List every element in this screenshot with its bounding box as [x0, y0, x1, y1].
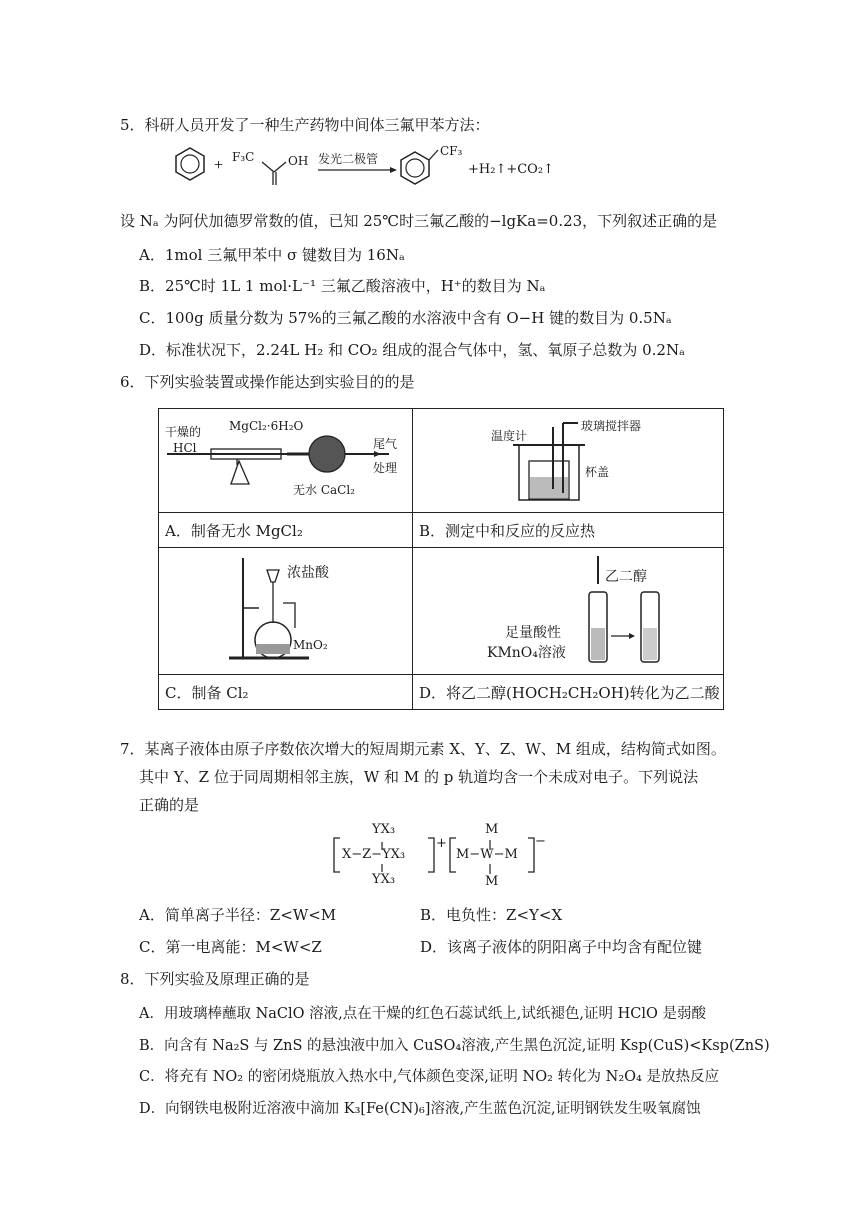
- q7-anion-mid: M−W−M: [456, 847, 518, 862]
- q8-stem: 8．下列实验及原理正确的是: [120, 970, 310, 988]
- q7-cation-bottom: YX₃: [372, 872, 396, 887]
- q7-option-b: B．电负性：Z<Y<X: [420, 906, 563, 924]
- q7-cation-top: YX₃: [372, 822, 396, 837]
- q6-a-label-cacl2: 无水 CaCl₂: [293, 483, 355, 497]
- q5-option-a: A．1mol 三氟甲苯中 σ 键数目为 16Nₐ: [139, 246, 405, 264]
- q7-option-a: A．简单离子半径：Z<W<M: [139, 906, 337, 924]
- svg-text:+: +: [214, 157, 224, 174]
- q6-d-label-kmno4-1: 足量酸性: [505, 625, 561, 641]
- q6-b-caption: B．测定中和反应的反应热: [413, 513, 724, 548]
- q6-c-caption: C．制备 Cl₂: [159, 675, 413, 710]
- q6-a-figure: [159, 409, 412, 512]
- q6-a-label-hcl: HCl: [173, 441, 197, 455]
- q6-c-label-mno2: MnO₂: [293, 638, 328, 652]
- q5-reagent-oh: OH: [288, 154, 309, 168]
- q5-option-d: D．标准状况下，2.24L H₂ 和 CO₂ 组成的混合气体中，氢、氧原子总数为 0.2Nₐ: [139, 341, 685, 359]
- exam-page: 5．科研人员开发了一种生产药物中间体三氟甲苯方法： + F₃C OH 发光二极管 CF₃ +H₂↑+CO₂↑ 设 Nₐ 为阿伏加德罗常数的值，已知 25℃时三氟乙酸的−lgKa=0.23，下列叙述正确的是 A．1mol 三氟甲苯中 σ 键数目为 16Nₐ B．25℃时 1L 1 mol·L⁻¹ 三氟乙酸溶液中，H⁺的数目为 Nₐ C．100g 质量分数为 57%的三氟乙酸的水溶液中含有 O−H 键的数目为 0.5Nₐ D．标准状况下，2.24L H₂ 和 CO₂ 组成的混合气体中，氢、氧原子总数为 0.2Nₐ 6．下列实验装置或操作能达到实验目的的是 干燥的 HCl MgCl₂·6H₂O 尾气 处理 无水 CaCl₂ 温度计 玻璃搅拌器 杯盖 A．制备无水 MgCl₂ B．测定中和反应的反应热 浓盐酸 MnO₂ 乙二醇 足量酸性 KMnO₄溶液 C．制备 Cl₂ D．将乙二醇(HOCH₂CH₂OH)转化为乙二酸 7．某离子液体由原子序数依次增大的短周期元素 X、Y、Z、W、M 组成，结构简式如图。 其中 Y、Z 位于同周期相邻主族，W 和 M 的 p 轨道均含一个未成对电子。下列说法 正确的是 YX₃ X−Z−YX₃ YX₃ + M M−W−M M − A．简单离子半径：Z<W<M B．电负性：Z<Y<X C．第一电离能：M<W<Z D．该离子液体的阴阳离子中均含有配位键 8．下列实验及原理正确的是 A．用玻璃棒蘸取 NaClO 溶液,点在干燥的红色石蕊试纸上,试纸褪色,证明 HClO 是弱酸 B．向含有 Na₂S 与 ZnS 的悬浊液中加入 CuSO₄溶液,产生黑色沉淀,证明 Ksp(CuS)<Ksp(ZnS) C．将充有 NO₂ 的密闭烧瓶放入热水中,气体颜色变深,证明 NO₂ 转化为 N₂O₄ 是放热反应 D．向钢铁电极附近溶液中滴加 K₃[Fe(CN)₆]溶液,产生蓝色沉淀,证明钢铁发生吸氧腐蚀: [120, 116, 770, 1117]
- q5-stem: 5．科研人员开发了一种生产药物中间体三氟甲苯方法：: [120, 116, 490, 134]
- q7-anion-top: M: [485, 822, 499, 837]
- q6-d-caption: D．将乙二醇(HOCH₂CH₂OH)转化为乙二酸: [413, 675, 724, 710]
- q5-product-cf3: CF₃: [440, 144, 463, 158]
- q6-a-caption: A．制备无水 MgCl₂: [159, 513, 413, 548]
- q6-b-label-lid: 杯盖: [585, 465, 610, 479]
- q7-stem-line3: 正确的是: [139, 796, 200, 814]
- q6-d-label-kmno4-2: KMnO₄溶液: [487, 645, 566, 661]
- q6-stem: 6．下列实验装置或操作能达到实验目的的是: [120, 373, 415, 391]
- q5-reagent-f3c: F₃C: [232, 150, 255, 164]
- q7-stem-line2: 其中 Y、Z 位于同周期相邻主族，W 和 M 的 p 轨道均含一个未成对电子。下列说法: [139, 768, 699, 786]
- q8-option-d: D．向钢铁电极附近溶液中滴加 K₃[Fe(CN)₆]溶液,产生蓝色沉淀,证明钢铁发生吸氧腐蚀: [139, 1101, 701, 1117]
- q5-given: 设 Nₐ 为阿伏加德罗常数的值，已知 25℃时三氟乙酸的−lgKa=0.23，下列叙述正确的是: [120, 212, 718, 230]
- q6-c-label-acid: 浓盐酸: [287, 565, 329, 581]
- q5-option-b: B．25℃时 1L 1 mol·L⁻¹ 三氟乙酸溶液中，H⁺的数目为 Nₐ: [139, 277, 546, 295]
- q6-d-label-glycol: 乙二醇: [605, 569, 647, 585]
- q6-b-label-thermo: 温度计: [491, 429, 528, 443]
- q6-d-figure: [413, 548, 723, 674]
- q6-a-label-tail1: 尾气: [373, 437, 398, 451]
- q6-a-label-tail2: 处理: [373, 461, 398, 475]
- q6-a-label-salt: MgCl₂·6H₂O: [229, 419, 304, 433]
- q6-b-label-stirrer: 玻璃搅拌器: [581, 419, 642, 433]
- q7-cation-mid: X−Z−YX₃: [342, 847, 406, 862]
- q7-option-c: C．第一电离能：M<W<Z: [139, 938, 322, 956]
- q5-option-c: C．100g 质量分数为 57%的三氟乙酸的水溶液中含有 O−H 键的数目为 0.5Nₐ: [139, 309, 672, 327]
- q7-anion-bottom: M: [485, 874, 499, 889]
- q5-byproducts: +H₂↑+CO₂↑: [468, 162, 554, 177]
- q6-a-label-dry: 干燥的: [165, 425, 202, 439]
- q8-option-b: B．向含有 Na₂S 与 ZnS 的悬浊液中加入 CuSO₄溶液,产生黑色沉淀,证明 Ksp(CuS)<Ksp(ZnS): [139, 1038, 770, 1054]
- q8-option-a: A．用玻璃棒蘸取 NaClO 溶液,点在干燥的红色石蕊试纸上,试纸褪色,证明 HClO 是弱酸: [139, 1006, 706, 1022]
- q6-b-figure: [413, 409, 723, 512]
- q6-apparatus-table: [158, 408, 724, 710]
- q7-option-d: D．该离子液体的阴阳离子中均含有配位键: [420, 938, 703, 956]
- q8-option-c: C．将充有 NO₂ 的密闭烧瓶放入热水中,气体颜色变深,证明 NO₂ 转化为 N₂O₄ 是放热反应: [139, 1069, 719, 1085]
- q6-c-figure: [159, 548, 412, 674]
- q7-stem-line1: 7．某离子液体由原子序数依次增大的短周期元素 X、Y、Z、W、M 组成，结构简式如图。: [120, 740, 726, 758]
- q5-condition: 发光二极管: [318, 152, 379, 166]
